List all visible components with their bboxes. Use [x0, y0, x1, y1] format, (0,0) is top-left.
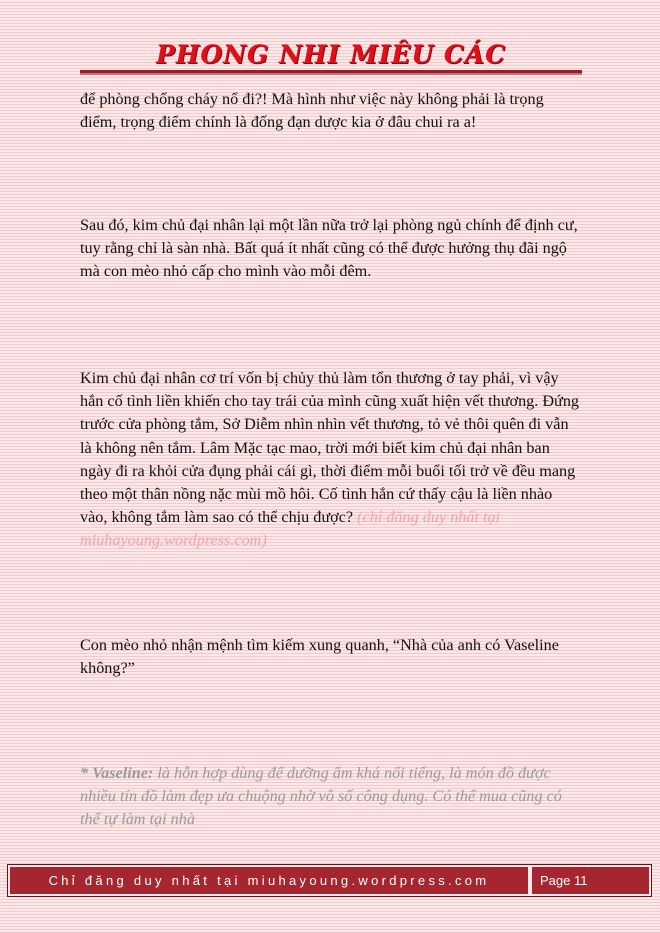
paragraph-2: Sau đó, kim chủ đại nhân lại một lần nữa trở lại phòng ngủ chính để định cư, tuy rằng chỉ là sàn nhà. Bất quá ít nhất cũng có thể được hưởng thụ đãi ngộ mà con mèo nhỏ cấp cho mình vào mỗi đêm.	[80, 216, 578, 281]
footnote-text: là hỗn hợp dùng để dưỡng ẩm khá nổi tiếng, là món đồ được nhiều tín đồ làm đẹp ưa chuộng nhờ vô số công dụng. Có thể mua cũng có thể tự làm tại nhà	[80, 764, 562, 829]
paragraph-3-text: Kim chủ đại nhân cơ trí vốn bị chủy thủ làm tổn thương ở tay phải, vì vậy hắn cố tình liền khiến cho tay trái của mình cũng xuất hiện vết thương. Đứng trước cửa phòng tắm, Sở Diễm nhìn nhìn vết thương, tỏ vẻ thôi quên đi vẫn là không nên tắm. Lâm Mặc tạc mao, trời mới biết kim chủ đại nhân ban ngày đi ra khỏi cửa đụng phải cái gì, thời điểm mỗi buổi tối trở về đều mang theo một thân nồng nặc mùi mồ hôi. Cố tình hắn cứ thấy cậu là liền nhào vào, không tắm làm sao có thể chịu được?	[80, 369, 580, 527]
footnote-term: * Vaseline:	[80, 764, 154, 782]
header-title: PHONG NHI MIÊU CÁC	[155, 40, 507, 69]
header-divider	[80, 70, 582, 73]
paragraph-3	[80, 367, 582, 553]
footer-bar	[10, 867, 649, 894]
watermark-text: (chỉ đăng duy nhất tại miuhayoung.wordpress.com)	[80, 508, 501, 550]
paragraph-1: để phòng chống cháy nổ đi?! Mà hình như việc này không phải là trọng điểm, trọng điểm chính là đống đạn dược kia ở đâu chui ra a!	[80, 90, 544, 132]
page-number: Page 11	[532, 867, 649, 894]
paragraph-4: Con mèo nhỏ nhận mệnh tìm kiếm xung quanh, “Nhà của anh có Vaseline không?”	[80, 636, 559, 678]
footer-site-text: Chỉ đăng duy nhất tại miuhayoung.wordpress.com	[10, 867, 528, 894]
footnote	[80, 762, 582, 832]
